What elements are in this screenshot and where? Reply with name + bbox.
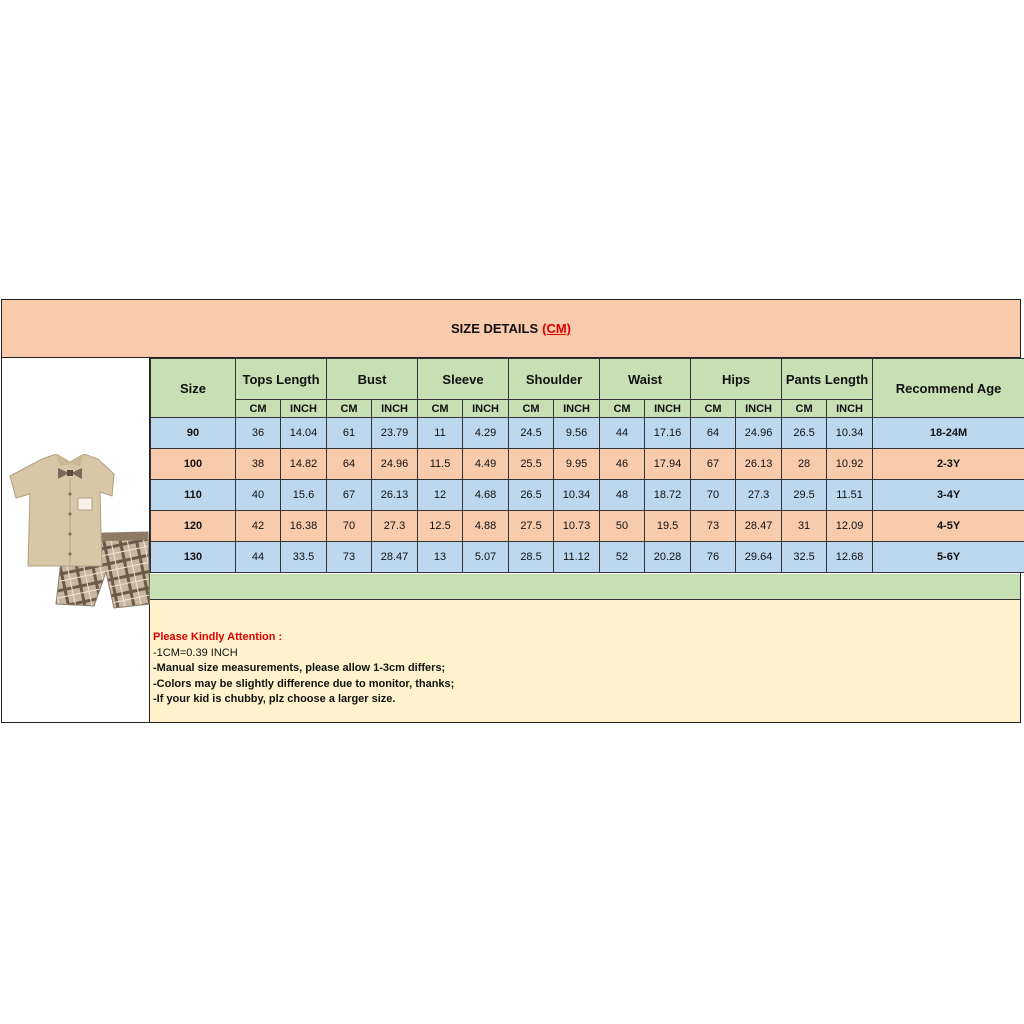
table-row — [151, 418, 1024, 449]
age-cell: 18-24M — [873, 418, 1024, 449]
cm-value-cell: 50 — [600, 511, 645, 542]
unit-cm: CM — [236, 400, 281, 418]
header-recommend-age: Recommend Age — [873, 359, 1024, 418]
unit-cm: CM — [509, 400, 554, 418]
unit-cm: CM — [327, 400, 372, 418]
header-waist: Waist — [600, 359, 691, 400]
cm-value-cell: 36 — [236, 418, 281, 449]
inch-value-cell: 16.38 — [281, 511, 327, 542]
cm-value-cell: 67 — [327, 480, 372, 511]
attention-heading: Please Kindly Attention : — [153, 631, 283, 643]
size-cell: 120 — [151, 511, 236, 542]
cm-value-cell: 70 — [691, 480, 736, 511]
cm-value-cell: 48 — [600, 480, 645, 511]
inch-value-cell: 10.73 — [554, 511, 600, 542]
inch-value-cell: 10.34 — [827, 418, 873, 449]
inch-value-cell: 20.28 — [645, 542, 691, 573]
unit-inch: INCH — [736, 400, 782, 418]
inch-value-cell: 19.5 — [645, 511, 691, 542]
cm-value-cell: 73 — [327, 542, 372, 573]
inch-value-cell: 29.64 — [736, 542, 782, 573]
header-row — [151, 359, 1024, 400]
cm-value-cell: 61 — [327, 418, 372, 449]
title-unit: (CM) — [542, 321, 572, 336]
inch-value-cell: 17.94 — [645, 449, 691, 480]
cm-value-cell: 64 — [327, 449, 372, 480]
header-size: Size — [151, 359, 236, 418]
size-details-title — [2, 300, 1020, 358]
table-row — [151, 480, 1024, 511]
unit-inch: INCH — [281, 400, 327, 418]
cm-value-cell: 64 — [691, 418, 736, 449]
cm-value-cell: 46 — [600, 449, 645, 480]
cm-value-cell: 12.5 — [418, 511, 463, 542]
inch-value-cell: 4.88 — [463, 511, 509, 542]
inch-value-cell: 10.92 — [827, 449, 873, 480]
table-row — [151, 511, 1024, 542]
kids-outfit-icon — [2, 454, 150, 624]
cm-value-cell: 28 — [782, 449, 827, 480]
unit-inch: INCH — [372, 400, 418, 418]
age-cell: 2-3Y — [873, 449, 1024, 480]
cm-value-cell: 32.5 — [782, 542, 827, 573]
inch-value-cell: 11.12 — [554, 542, 600, 573]
cm-value-cell: 73 — [691, 511, 736, 542]
inch-value-cell: 12.09 — [827, 511, 873, 542]
size-cell: 100 — [151, 449, 236, 480]
cm-value-cell: 42 — [236, 511, 281, 542]
cm-value-cell: 44 — [600, 418, 645, 449]
cm-value-cell: 26.5 — [509, 480, 554, 511]
inch-value-cell: 11.51 — [827, 480, 873, 511]
unit-cm: CM — [600, 400, 645, 418]
inch-value-cell: 14.82 — [281, 449, 327, 480]
cm-value-cell: 25.5 — [509, 449, 554, 480]
header-bust: Bust — [327, 359, 418, 400]
cm-value-cell: 26.5 — [782, 418, 827, 449]
cm-value-cell: 31 — [782, 511, 827, 542]
inch-value-cell: 4.68 — [463, 480, 509, 511]
inch-value-cell: 18.72 — [645, 480, 691, 511]
cm-value-cell: 24.5 — [509, 418, 554, 449]
inch-value-cell: 24.96 — [372, 449, 418, 480]
size-table — [150, 358, 1024, 573]
unit-cm: CM — [691, 400, 736, 418]
cm-value-cell: 13 — [418, 542, 463, 573]
header-hips: Hips — [691, 359, 782, 400]
cm-value-cell: 28.5 — [509, 542, 554, 573]
product-photo-cell — [2, 358, 150, 722]
unit-inch: INCH — [554, 400, 600, 418]
inch-value-cell: 5.07 — [463, 542, 509, 573]
inch-value-cell: 28.47 — [372, 542, 418, 573]
cm-value-cell: 11 — [418, 418, 463, 449]
inch-value-cell: 26.13 — [372, 480, 418, 511]
cm-value-cell: 67 — [691, 449, 736, 480]
inch-value-cell: 14.04 — [281, 418, 327, 449]
unit-inch: INCH — [463, 400, 509, 418]
header-sleeve: Sleeve — [418, 359, 509, 400]
age-cell: 4-5Y — [873, 511, 1024, 542]
inch-value-cell: 12.68 — [827, 542, 873, 573]
cm-value-cell: 44 — [236, 542, 281, 573]
cm-value-cell: 52 — [600, 542, 645, 573]
note-line: -1CM=0.39 INCH — [153, 646, 238, 659]
inch-value-cell: 4.29 — [463, 418, 509, 449]
cm-value-cell: 29.5 — [782, 480, 827, 511]
unit-cm: CM — [418, 400, 463, 418]
inch-value-cell: 10.34 — [554, 480, 600, 511]
attention-notes — [150, 600, 1020, 722]
cm-value-cell: 38 — [236, 449, 281, 480]
inch-value-cell: 9.95 — [554, 449, 600, 480]
inch-value-cell: 4.49 — [463, 449, 509, 480]
inch-value-cell: 27.3 — [372, 511, 418, 542]
cm-value-cell: 11.5 — [418, 449, 463, 480]
note-line: -Manual size measurements, please allow 1-3cm differs; — [153, 662, 446, 674]
inch-value-cell: 23.79 — [372, 418, 418, 449]
size-chart — [1, 299, 1021, 723]
note-line: -If your kid is chubby, plz choose a larger size. — [153, 693, 396, 705]
cm-value-cell: 70 — [327, 511, 372, 542]
inch-value-cell: 17.16 — [645, 418, 691, 449]
unit-cm: CM — [782, 400, 827, 418]
table-row — [151, 542, 1024, 573]
inch-value-cell: 24.96 — [736, 418, 782, 449]
unit-inch: INCH — [827, 400, 873, 418]
inch-value-cell: 9.56 — [554, 418, 600, 449]
cm-value-cell: 12 — [418, 480, 463, 511]
inch-value-cell: 27.3 — [736, 480, 782, 511]
table-row — [151, 449, 1024, 480]
age-cell: 5-6Y — [873, 542, 1024, 573]
age-cell: 3-4Y — [873, 480, 1024, 511]
unit-inch: INCH — [645, 400, 691, 418]
cm-value-cell: 76 — [691, 542, 736, 573]
header-pants-length: Pants Length — [782, 359, 873, 400]
cm-value-cell: 40 — [236, 480, 281, 511]
size-cell: 90 — [151, 418, 236, 449]
header-shoulder: Shoulder — [509, 359, 600, 400]
inch-value-cell: 26.13 — [736, 449, 782, 480]
inch-value-cell: 28.47 — [736, 511, 782, 542]
size-rows — [151, 418, 1024, 573]
size-cell: 130 — [151, 542, 236, 573]
green-spacer-band — [150, 574, 1020, 600]
note-line: -Colors may be slightly difference due to monitor, thanks; — [153, 677, 455, 690]
inch-value-cell: 15.6 — [281, 480, 327, 511]
inch-value-cell: 33.5 — [281, 542, 327, 573]
size-cell: 110 — [151, 480, 236, 511]
title-text: SIZE DETAILS — [450, 321, 539, 336]
header-tops-length: Tops Length — [236, 359, 327, 400]
cm-value-cell: 27.5 — [509, 511, 554, 542]
